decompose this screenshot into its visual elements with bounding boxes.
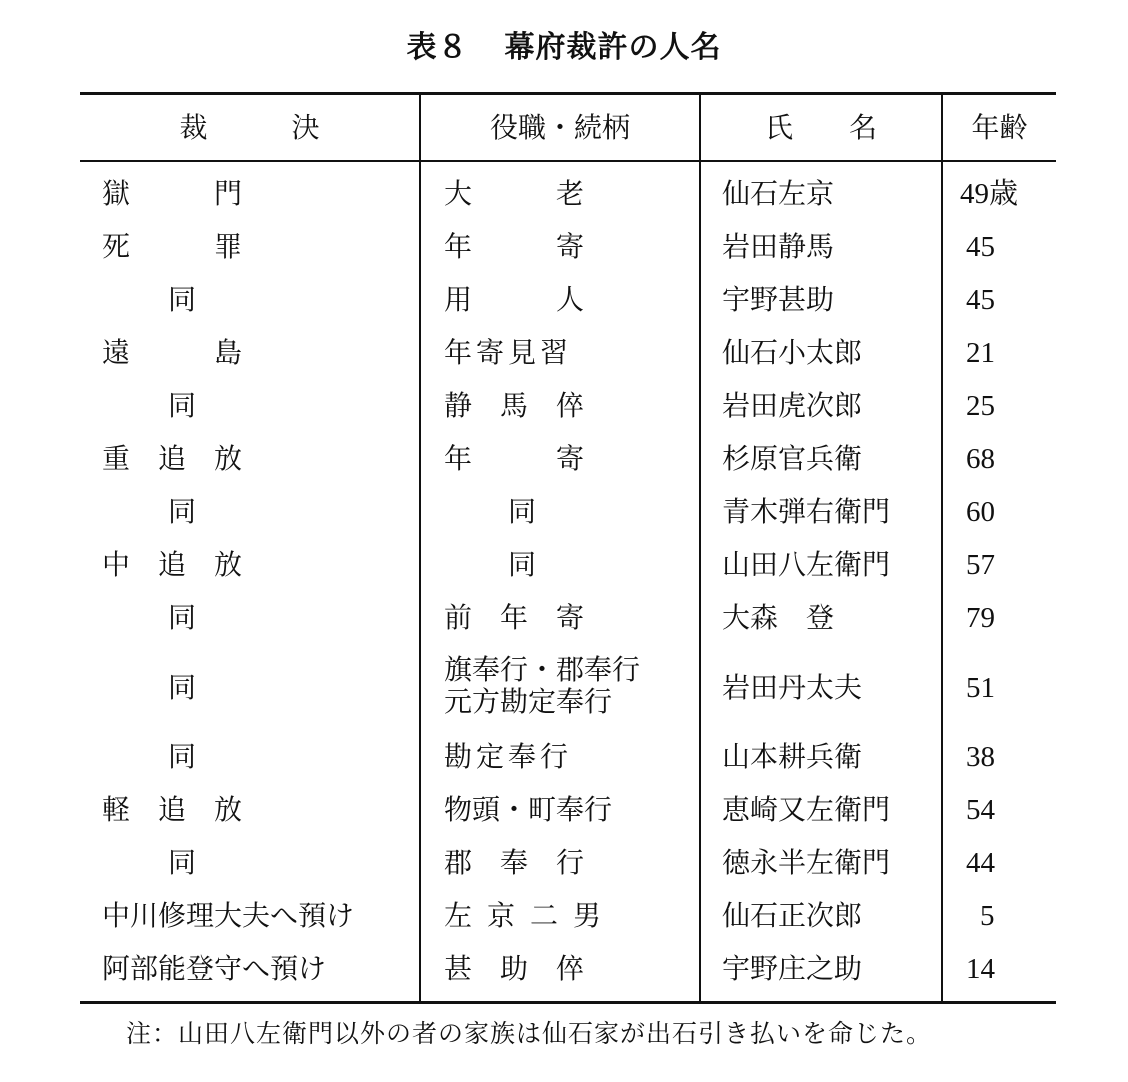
verdict-cell: 同: [168, 283, 197, 316]
position-cell: 郡 奉 行: [444, 846, 585, 879]
position-cell: 同: [508, 495, 537, 528]
name-cell: 青木弾右衛門: [722, 495, 891, 528]
column-divider: [941, 95, 943, 1001]
verdict-cell: 同: [168, 601, 197, 634]
age-cell: 49歳: [960, 178, 1019, 210]
verdict-cell: 獄 門: [102, 177, 243, 210]
age-cell: 60: [966, 496, 995, 528]
name-cell: 大森 登: [722, 601, 835, 634]
age-cell: 68: [966, 443, 995, 475]
age-cell: 54: [966, 794, 995, 826]
name-cell: 恵崎又左衛門: [722, 793, 891, 826]
age-cell: 79: [966, 602, 995, 634]
name-cell: 岩田虎次郎: [722, 389, 863, 422]
verdict-cell: 同: [168, 671, 197, 704]
header-divider: [80, 160, 1056, 162]
age-cell: 25: [966, 390, 995, 422]
footnote: 注：山田八左衛門以外の者の家族は仙石家が出石引き払いを命じた。: [126, 1019, 933, 1048]
age-cell: 51: [966, 672, 995, 704]
verdict-cell: 中 追 放: [102, 548, 243, 581]
name-cell: 仙石正次郎: [722, 899, 863, 932]
age-cell: 44: [966, 847, 995, 879]
table-title-text: 幕府裁許の人名: [504, 30, 722, 65]
verdict-cell: 同: [168, 740, 197, 773]
age-cell: 21: [966, 337, 995, 369]
name-cell: 仙石小太郎: [722, 336, 863, 369]
position-cell: 前 年 寄: [444, 601, 585, 634]
age-cell: 38: [966, 741, 995, 773]
name-cell: 宇野庄之助: [722, 952, 863, 985]
verdict-cell: 同: [168, 389, 197, 422]
age-cell: 5: [980, 900, 995, 932]
table-number: 表８: [406, 30, 469, 65]
name-cell: 岩田丹太夫: [722, 671, 863, 704]
table-title: [0, 22, 1128, 66]
verdict-table: [80, 92, 1056, 1004]
age-cell: 14: [966, 953, 995, 985]
age-cell: 45: [966, 231, 995, 263]
position-cell: 年 寄: [444, 230, 585, 263]
position-cell: 大 老: [444, 177, 585, 210]
header-age: 年齢: [971, 111, 1028, 144]
age-cell: 57: [966, 549, 995, 581]
position-cell: 勘定奉行: [444, 740, 573, 773]
position-cell: 左京二男: [444, 899, 617, 932]
position-cell: 年 寄: [444, 442, 585, 475]
name-cell: 仙石左京: [722, 177, 835, 210]
name-cell: 徳永半左衛門: [722, 846, 891, 879]
age-cell: 45: [966, 284, 995, 316]
verdict-cell: 中川修理大夫へ預け: [102, 899, 355, 932]
position-cell-line2: 元方勘定奉行: [444, 685, 613, 718]
name-cell: 宇野甚助: [722, 283, 835, 316]
verdict-cell: 同: [168, 846, 197, 879]
verdict-cell: 重 追 放: [102, 442, 243, 475]
position-cell: 旗奉行・郡奉行: [444, 653, 641, 686]
header-name: 氏 名: [764, 111, 877, 144]
position-cell: 年寄見習: [444, 336, 573, 369]
position-cell: 同: [508, 548, 537, 581]
position-cell: 静 馬 倅: [444, 389, 585, 422]
position-cell: 用 人: [444, 283, 585, 316]
verdict-cell: 死 罪: [102, 230, 243, 263]
column-divider: [699, 95, 701, 1001]
position-cell: 甚 助 倅: [444, 952, 585, 985]
verdict-cell: 阿部能登守へ預け: [102, 952, 327, 985]
position-cell: 物頭・町奉行: [444, 793, 613, 826]
column-divider: [419, 95, 421, 1001]
header-position: 役職・続柄: [489, 111, 630, 144]
name-cell: 岩田静馬: [722, 230, 835, 263]
name-cell: 杉原官兵衛: [722, 442, 863, 475]
verdict-cell: 軽 追 放: [102, 793, 243, 826]
name-cell: 山田八左衛門: [722, 548, 891, 581]
verdict-cell: 同: [168, 495, 197, 528]
name-cell: 山本耕兵衛: [722, 740, 863, 773]
verdict-cell: 遠 島: [102, 336, 243, 369]
header-verdict: 裁 決: [179, 111, 320, 144]
